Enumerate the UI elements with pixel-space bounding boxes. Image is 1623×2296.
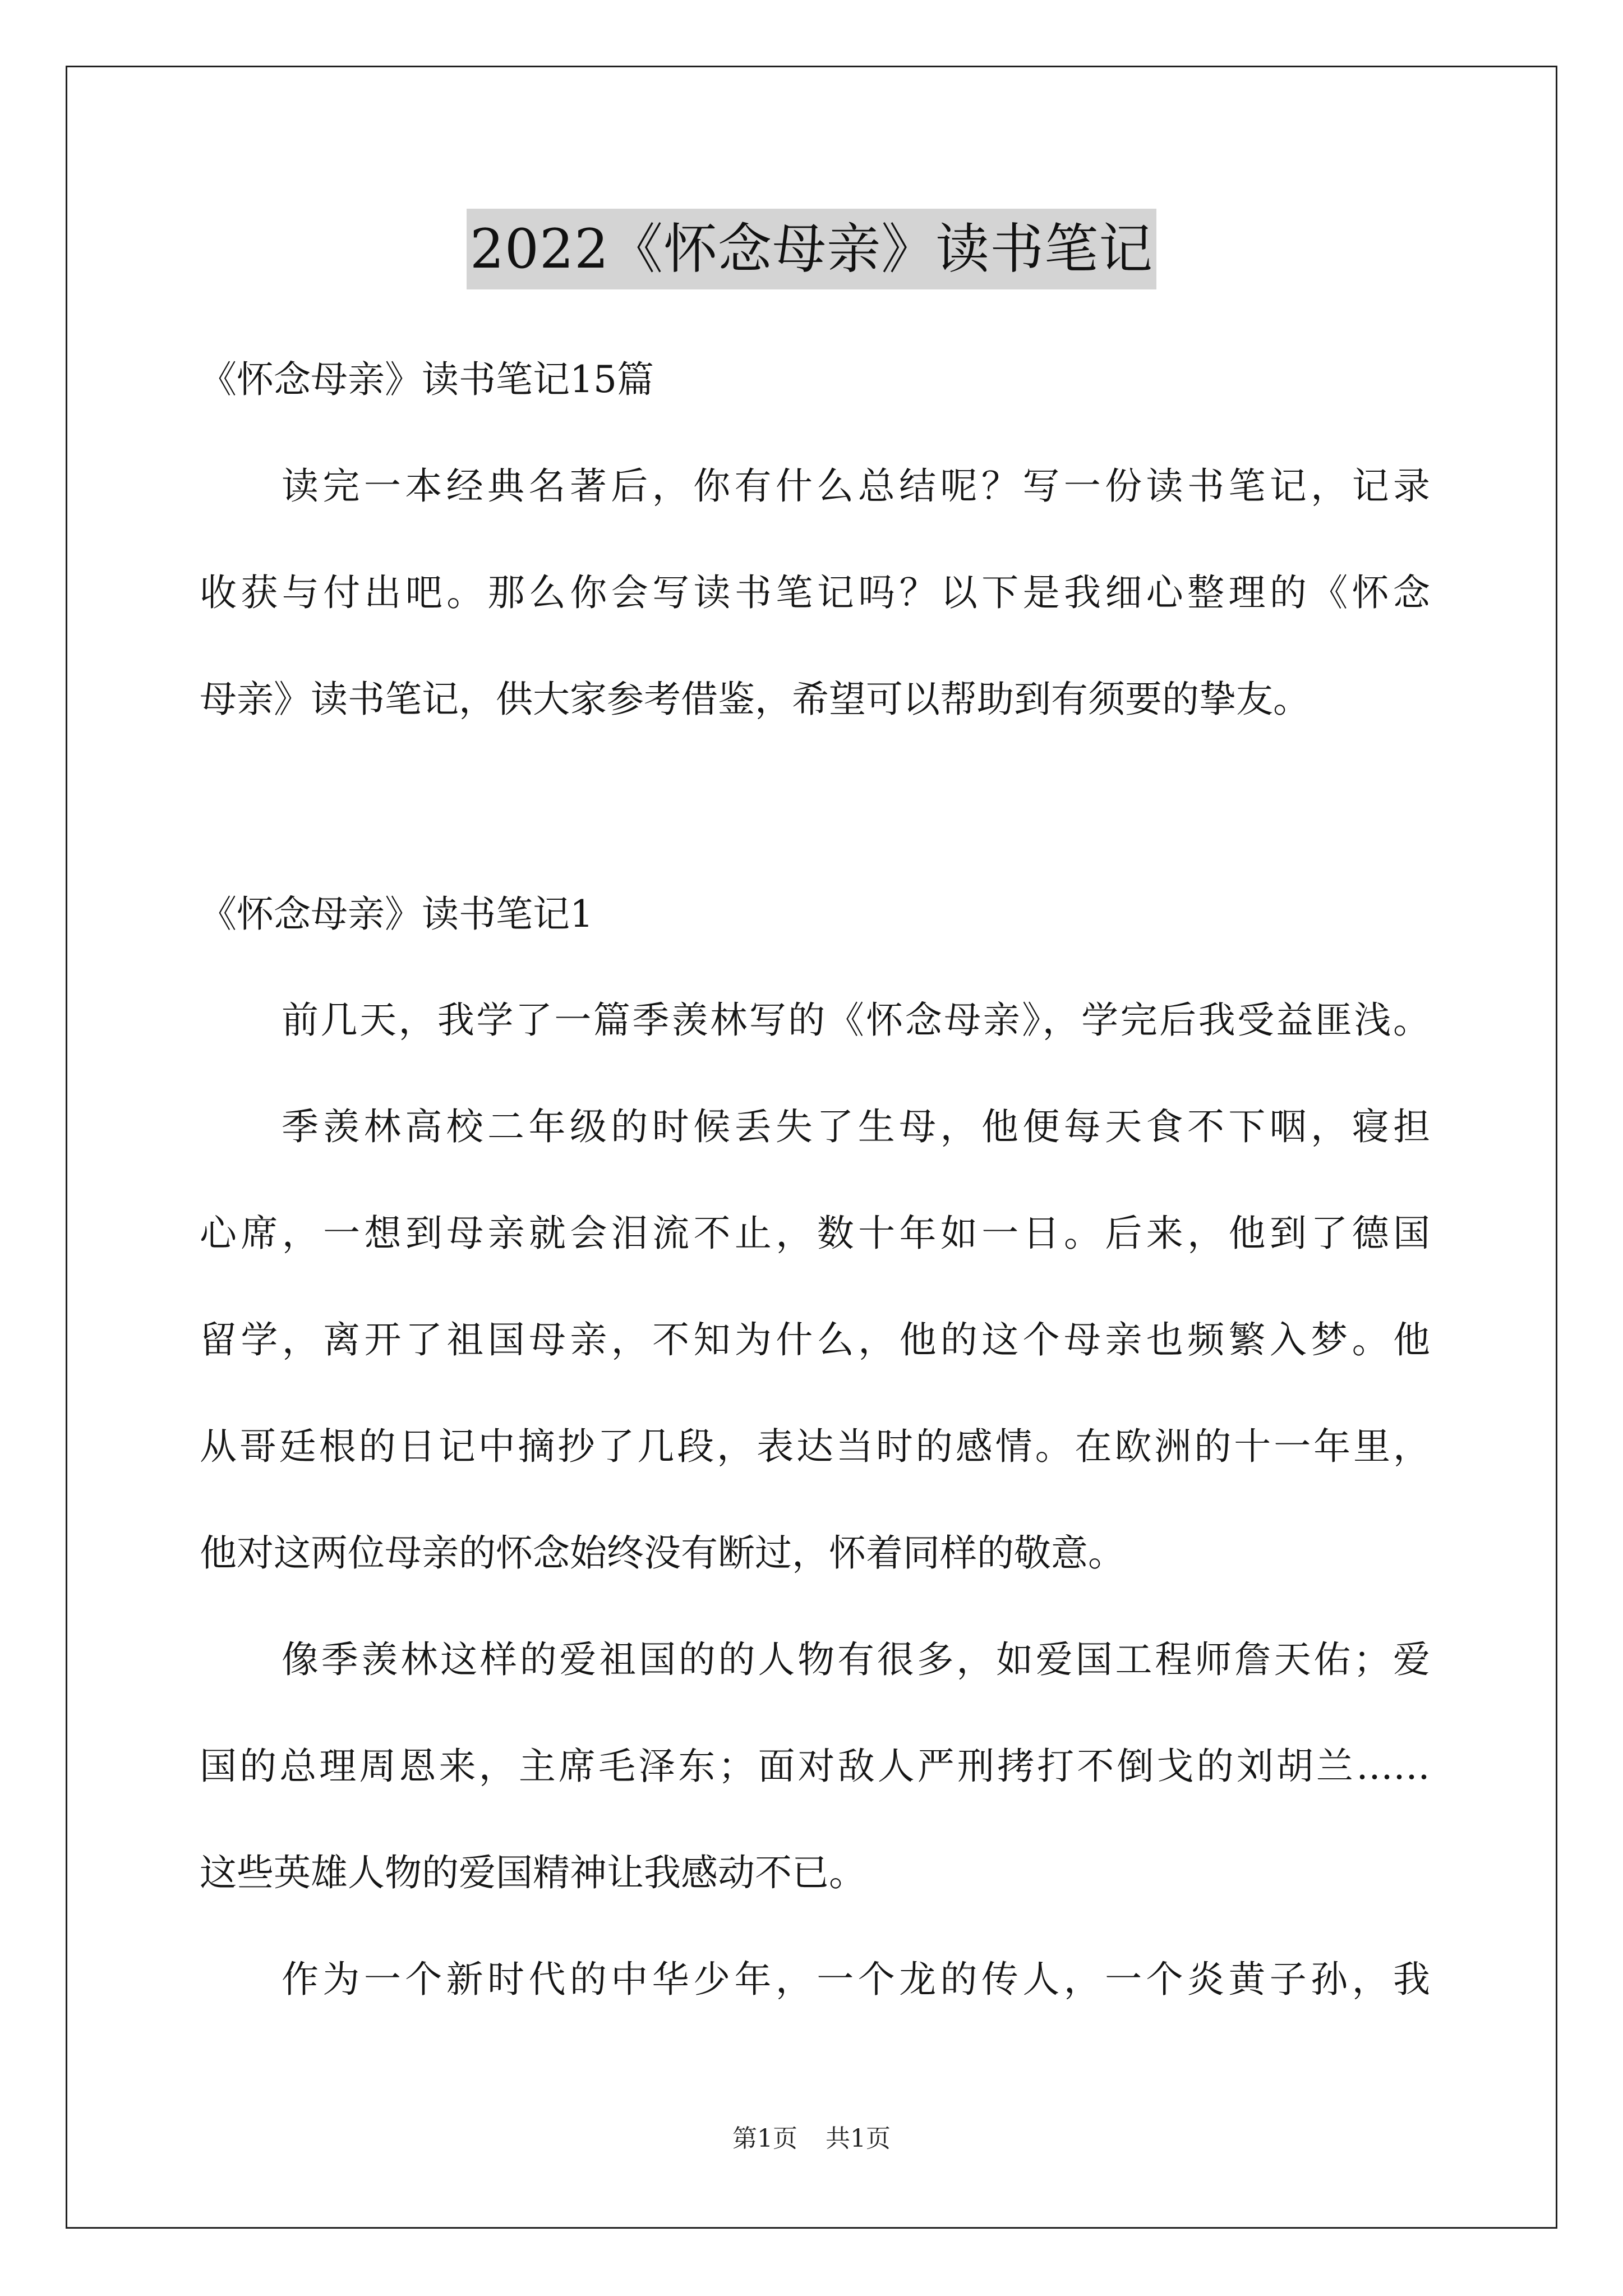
document-title: 2022《怀念母亲》读书笔记 [467,209,1156,289]
page-number: 第1页 [732,2124,797,2153]
section-heading: 《怀念母亲》读书笔记1 [200,892,593,936]
title-container [0,209,1623,289]
page-footer [0,2122,1623,2156]
intro-line-3: 母亲》读书笔记，供大家参考借鉴，希望可以帮助到有须要的挚友。 [200,678,1310,721]
intro-line-2: 收获与付出吧。那么你会写读书笔记吗？以下是我细心整理的《怀念 [200,571,1430,614]
body-line-5: 从哥廷根的日记中摘抄了几段，表达当时的感情。在欧洲的十一年里， [200,1425,1430,1468]
body-line-7: 像季羡林这样的爱祖国的的人物有很多，如爱国工程师詹天佑；爱 [282,1638,1430,1681]
body-line-6: 他对这两位母亲的怀念始终没有断过，怀着同样的敬意。 [200,1531,1125,1575]
body-line-1: 前几天，我学了一篇季羡林写的《怀念母亲》，学完后我受益匪浅。 [282,999,1430,1042]
subtitle: 《怀念母亲》读书笔记15篇 [200,358,654,401]
intro-line-1: 读完一本经典名著后，你有什么总结呢？写一份读书笔记，记录 [282,464,1430,508]
body-line-9: 这些英雄人物的爱国精神让我感动不已。 [200,1851,866,1894]
body-line-4: 留学，离开了祖国母亲，不知为什么，他的这个母亲也频繁入梦。他 [200,1318,1430,1361]
body-line-2: 季羡林高校二年级的时候丢失了生母，他便每天食不下咽，寝担 [282,1105,1430,1148]
body-line-8: 国的总理周恩来，主席毛泽东；面对敌人严刑拷打不倒戈的刘胡兰…… [200,1745,1430,1788]
body-line-10: 作为一个新时代的中华少年，一个龙的传人，一个炎黄子孙，我 [282,1958,1430,2001]
body-line-3: 心席，一想到母亲就会泪流不止，数十年如一日。后来，他到了德国 [200,1212,1430,1255]
page-total: 共1页 [826,2124,891,2153]
